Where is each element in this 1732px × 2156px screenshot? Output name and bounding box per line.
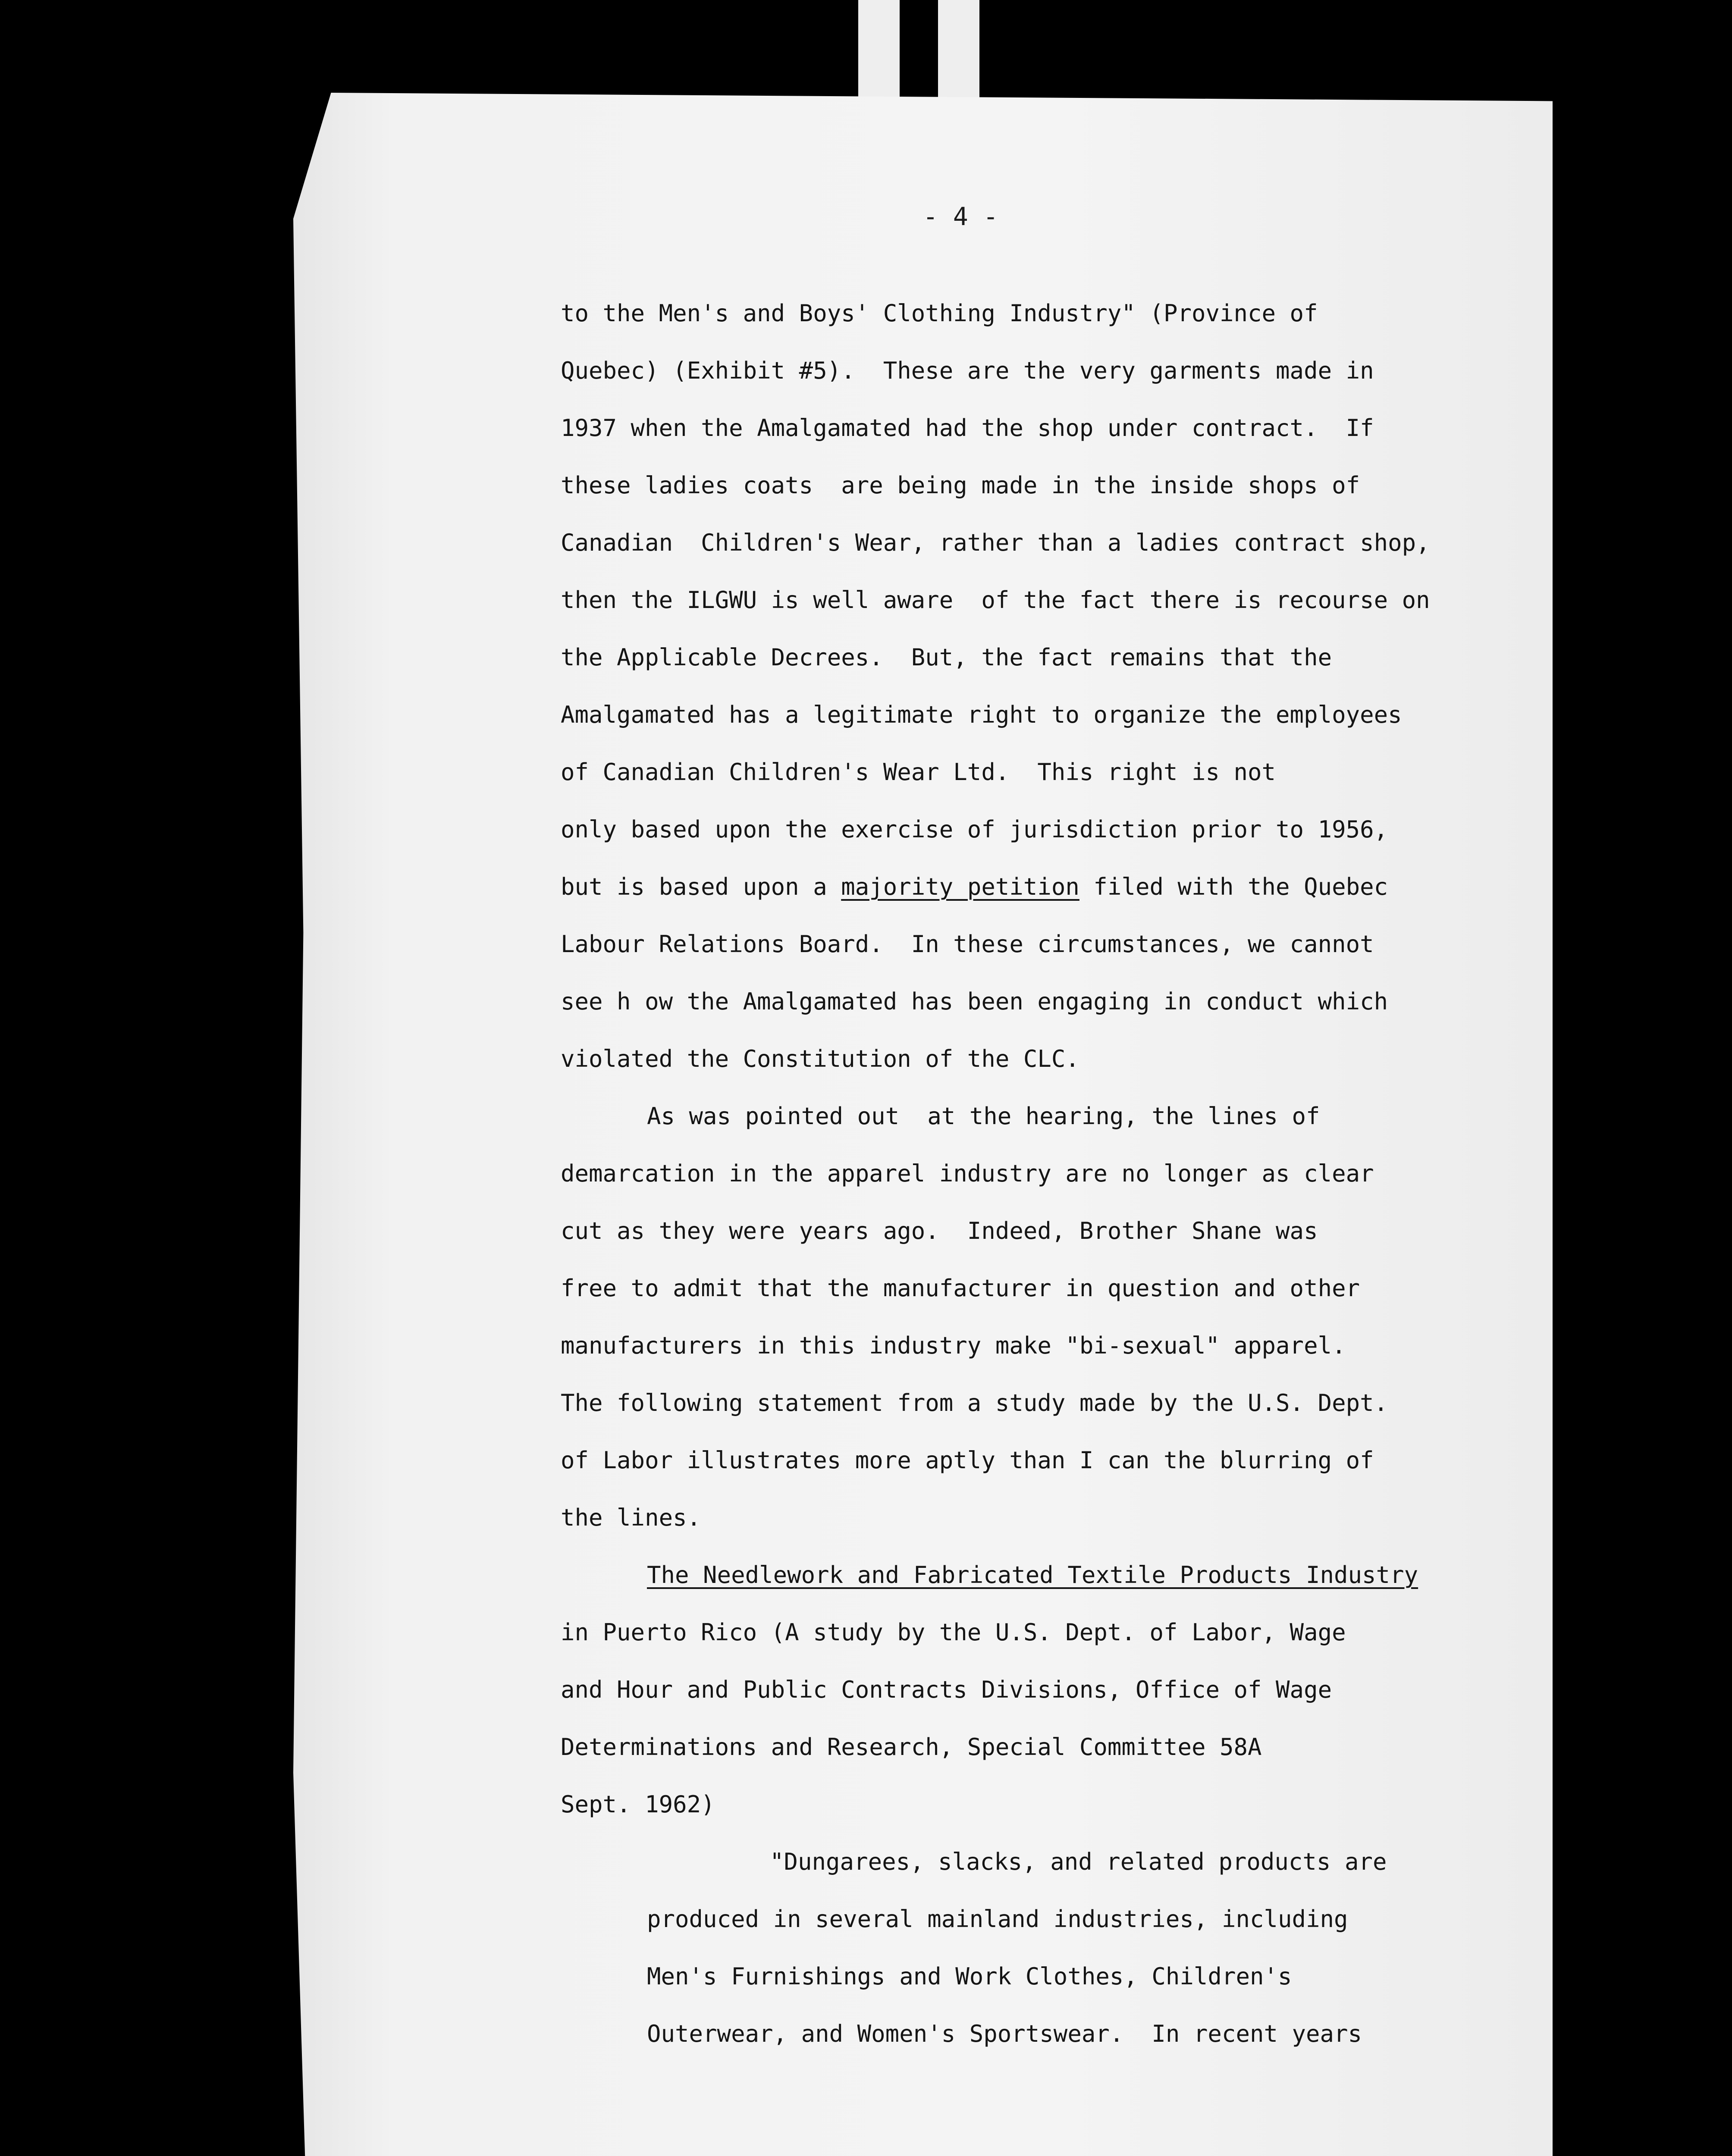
text-line: see h ow the Amalgamated has been engaging in conduct which <box>561 988 1388 1015</box>
paragraph-first-line: As was pointed out at the hearing, the lines of <box>647 1103 1320 1130</box>
text-line <box>561 858 1509 915</box>
quote-line: Men's Furnishings and Work Clothes, Children's <box>647 1963 1292 1990</box>
underlined-phrase: majority petition <box>841 873 1079 900</box>
citation-line: in Puerto Rico (A study by the U.S. Dept. of Labor, Wage <box>561 1619 1346 1646</box>
page-number: - 4 - <box>923 202 998 231</box>
text-segment: but is based upon a <box>561 873 841 900</box>
text-line: Quebec) (Exhibit #5). These are the very garments made in <box>561 357 1374 384</box>
quote-line: produced in several mainland industries, including <box>647 1905 1348 1933</box>
text-line: 1937 when the Amalgamated had the shop under contract. If <box>561 414 1374 442</box>
text-line: demarcation in the apparel industry are no longer as clear <box>561 1160 1374 1187</box>
text-segment: filed with the Quebec <box>1079 873 1388 900</box>
text-line: free to admit that the manufacturer in question and other <box>561 1275 1360 1302</box>
citation-line: Determinations and Research, Special Committee 58A <box>561 1733 1262 1761</box>
citation-title <box>561 1546 1509 1604</box>
text-line: manufacturers in this industry make "bi-sexual" apparel. <box>561 1332 1346 1359</box>
text-line: Canadian Children's Wear, rather than a ladies contract shop, <box>561 529 1430 556</box>
text-line: of Labor illustrates more aptly than I can the blurring of <box>561 1447 1374 1474</box>
text-line: The following statement from a study made by the U.S. Dept. <box>561 1389 1388 1416</box>
quote-line: Outerwear, and Women's Sportswear. In recent years <box>647 2020 1362 2047</box>
document-body <box>561 285 1509 2062</box>
citation-line: Sept. 1962) <box>561 1791 715 1818</box>
text-line: the Applicable Decrees. But, the fact remains that the <box>561 644 1332 671</box>
text-line: to the Men's and Boys' Clothing Industry" (Province of <box>561 300 1318 327</box>
quote-first-line: "Dungarees, slacks, and related products are <box>770 1848 1387 1875</box>
citation-title-text: The Needlework and Fabricated Textile Products Industry <box>647 1561 1418 1589</box>
text-line: the lines. <box>561 1504 701 1531</box>
film-strip-top-right <box>938 0 979 108</box>
text-line: violated the Constitution of the CLC. <box>561 1045 1079 1072</box>
text-line: cut as they were years ago. Indeed, Brother Shane was <box>561 1217 1318 1244</box>
text-line: Labour Relations Board. In these circumstances, we cannot <box>561 931 1374 958</box>
film-strip-top-left <box>858 0 900 108</box>
text-line: Amalgamated has a legitimate right to organize the employees <box>561 701 1402 728</box>
text-line: these ladies coats are being made in the inside shops of <box>561 472 1360 499</box>
text-line: then the ILGWU is well aware of the fact there is recourse on <box>561 586 1430 614</box>
text-line: of Canadian Children's Wear Ltd. This right is not <box>561 758 1276 786</box>
citation-line: and Hour and Public Contracts Divisions, Office of Wage <box>561 1676 1332 1703</box>
text-line: only based upon the exercise of jurisdiction prior to 1956, <box>561 816 1388 843</box>
